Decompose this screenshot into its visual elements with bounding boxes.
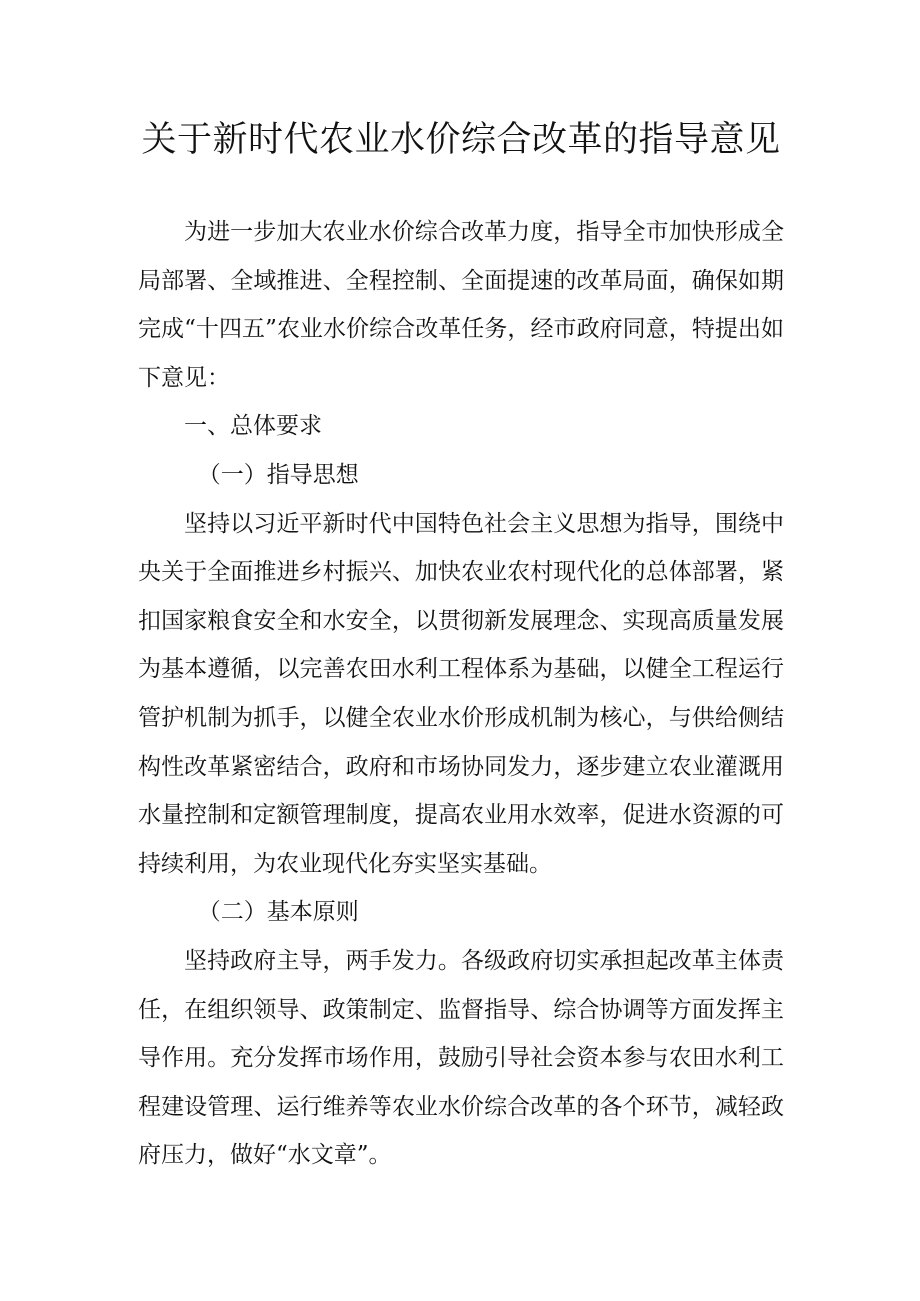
intro-paragraph: 为进一步加大农业水价综合改革力度，指导全市加快形成全局部署、全域推进、全程控制、全面提速的改革局面，确保如期完成“十四五”农业水价综合改革任务，经市政府同意，特提出如下意见： [138, 219, 784, 391]
guiding-ideology-paragraph: 坚持以习近平新时代中国特色社会主义思想为指导，围绕中央关于全面推进乡村振兴、加快农业农村现代化的总体部署，紧扣国家粮食安全和水安全，以贯彻新发展理念、实现高质量发展为基本遵循，以完善农田水利工程体系为基础，以健全工程运行管护机制为抓手，以健全农业水价形成机制为核心，与供给侧结构性改革紧密结合，政府和市场协同发力，逐步建立农业灌溉用水量控制和定额管理制度，提高农业用水效率，促进水资源的可持续利用，为农业现代化夯实坚实基础。 [138, 510, 784, 877]
basic-principles-paragraph: 坚持政府主导，两手发力。各级政府切实承担起改革主体责任，在组织领导、政策制定、监督指导、综合协调等方面发挥主导作用。充分发挥市场作用，鼓励引导社会资本参与农田水利工程建设管理、运行维养等农业水价综合改革的各个环节，减轻政府压力，做好“水文章”。 [138, 947, 784, 1169]
subsection-heading-basic-principles: （二）基本原则 [197, 899, 359, 926]
subsection-heading-guiding-ideology: （一）指导思想 [197, 461, 359, 488]
section-heading-general-requirements: 一、总体要求 [184, 413, 322, 440]
document-body [138, 208, 784, 1180]
document-title: 关于新时代农业水价综合改革的指导意见 [141, 120, 781, 160]
document-page [138, 110, 784, 1180]
